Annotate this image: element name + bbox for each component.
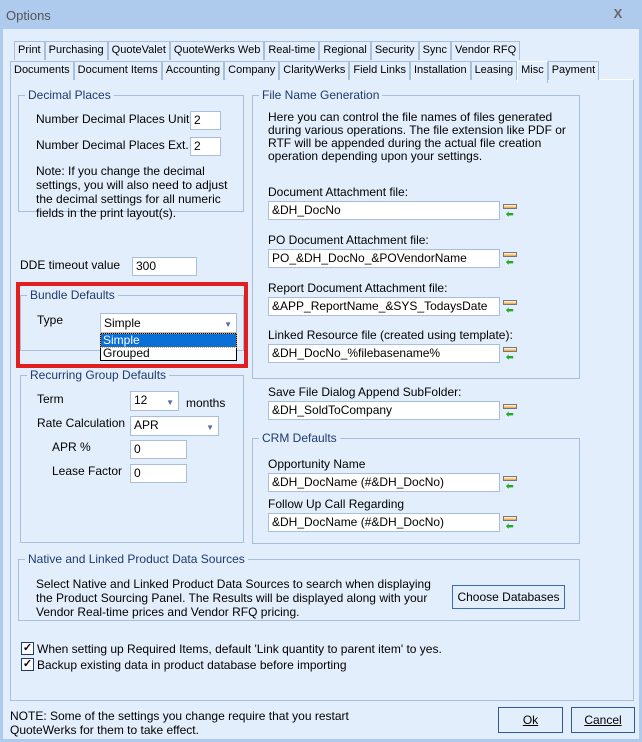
term-unit-label: months [186, 396, 226, 410]
tab-row-2 [10, 61, 599, 80]
tab-print[interactable]: Print [14, 41, 45, 60]
document-attachment-input[interactable]: &DH_DocNo [268, 201, 500, 220]
group-title: File Name Generation [259, 88, 382, 102]
lease-factor-input[interactable]: 0 [130, 464, 187, 483]
rate-calculation-label: Rate Calculation [37, 416, 126, 430]
backup-data-checkbox[interactable]: ✓ [22, 658, 33, 670]
title-bar [0, 0, 642, 30]
document-attachment-label: Document Attachment file: [268, 185, 409, 199]
dropdown-option-grouped[interactable]: Grouped [103, 346, 150, 360]
tab-payment[interactable]: Payment [548, 61, 599, 80]
linked-resource-input[interactable]: &DH_DocNo_%filebasename% [268, 344, 500, 363]
tab-accounting[interactable]: Accounting [162, 61, 224, 80]
tab-security[interactable]: Security [371, 41, 419, 60]
tab-vendor-rfq[interactable]: Vendor RFQ [451, 41, 520, 60]
group-title: Decimal Places [25, 88, 114, 102]
decimal-unit-input[interactable]: 2 [190, 111, 221, 130]
link-quantity-label: When setting up Required Items, default 'Link quantity to parent item' to yes. [37, 642, 442, 656]
decimal-ext-input[interactable]: 2 [190, 137, 221, 156]
tab-installation[interactable]: Installation [410, 61, 471, 80]
link-quantity-checkbox[interactable]: ✓ [22, 642, 33, 654]
combo-value: Simple [104, 316, 141, 330]
window-title: Options [6, 8, 51, 23]
opportunity-name-label: Opportunity Name [268, 457, 366, 471]
combo-value: APR [134, 418, 159, 432]
tab-claritywerks[interactable]: ClarityWerks [279, 61, 349, 80]
dropdown-option-simple[interactable]: Simple [101, 334, 236, 347]
dde-timeout-label: DDE timeout value [20, 258, 121, 272]
tab-sync[interactable]: Sync [419, 41, 451, 60]
decimal-ext-label: Number Decimal Places Ext. [36, 138, 189, 152]
lease-factor-label: Lease Factor [52, 464, 123, 478]
group-title: Bundle Defaults [27, 288, 118, 302]
tab-real-time[interactable]: Real-time [264, 41, 319, 60]
group-title: Recurring Group Defaults [27, 368, 169, 382]
chevron-down-icon[interactable]: ▼ [166, 398, 174, 407]
decimal-unit-label: Number Decimal Places Unit [36, 112, 190, 126]
tab-regional[interactable]: Regional [319, 41, 370, 60]
bundle-type-label: Type [37, 313, 64, 327]
dde-timeout-input[interactable]: 300 [132, 257, 197, 276]
follow-up-input[interactable]: &DH_DocName (#&DH_DocNo) [268, 513, 500, 532]
term-label: Term [37, 392, 64, 406]
restart-note: NOTE: Some of the settings you change require that you restart QuoteWerks for them to take effect. [10, 709, 349, 737]
tab-company[interactable]: Company [224, 61, 279, 80]
tab-leasing[interactable]: Leasing [471, 61, 518, 80]
cancel-button[interactable] [571, 707, 635, 733]
rate-calculation-combo[interactable] [130, 416, 219, 436]
insert-field-icon[interactable]: ⬅ [503, 403, 517, 417]
chevron-down-icon[interactable]: ▼ [224, 320, 232, 329]
insert-field-icon[interactable]: ⬅ [503, 299, 517, 313]
follow-up-label: Follow Up Call Regarding [268, 497, 405, 511]
po-attachment-input[interactable]: PO_&DH_DocNo_&POVendorName [268, 249, 500, 268]
tab-row-1 [14, 41, 520, 60]
combo-value: 12 [134, 393, 148, 407]
tab-quotewerks-web[interactable]: QuoteWerks Web [170, 41, 264, 60]
tab-purchasing[interactable]: Purchasing [45, 41, 108, 60]
tab-field-links[interactable]: Field Links [349, 61, 410, 80]
tab-documents[interactable]: Documents [10, 61, 74, 80]
report-attachment-input[interactable]: &APP_ReportName_&SYS_TodaysDate [268, 297, 500, 316]
group-title: Native and Linked Product Data Sources [25, 552, 248, 566]
insert-field-icon[interactable]: ⬅ [503, 203, 517, 217]
insert-field-icon[interactable]: ⬅ [503, 475, 517, 489]
tab-quotevalet[interactable]: QuoteValet [108, 41, 170, 60]
ok-button[interactable] [498, 707, 563, 733]
subfolder-label: Save File Dialog Append SubFolder: [268, 385, 462, 399]
term-combo[interactable] [130, 391, 179, 411]
native-description: Select Native and Linked Product Data Sources to search when displaying the Product Sourcing Panel. The Results will be displayed along with your Vendor Real-time prices and Vendor RFQ pricing. [36, 577, 431, 619]
insert-field-icon[interactable]: ⬅ [503, 251, 517, 265]
decimal-note: Note: If you change the decimal settings, you will also need to adjust the decimal settings for all numeric fields in the print layout(s). [36, 164, 228, 220]
insert-field-icon[interactable]: ⬅ [503, 515, 517, 529]
apr-label: APR % [52, 440, 91, 454]
po-attachment-label: PO Document Attachment file: [268, 233, 429, 247]
cancel-label: Cancel [584, 713, 622, 727]
file-name-description: Here you can control the file names of files generated during various operations. The file extension like PDF or RTF will be appended during the actual file creation operation depending upon your settings. [268, 110, 566, 163]
report-attachment-label: Report Document Attachment file: [268, 281, 448, 295]
ok-label: Ok [522, 713, 539, 727]
tab-misc[interactable]: Misc [517, 61, 548, 83]
backup-data-label: Backup existing data in product database before importing [37, 658, 347, 672]
apr-input[interactable]: 0 [130, 440, 187, 459]
close-icon[interactable]: X [613, 6, 623, 21]
linked-resource-label: Linked Resource file (created using template): [268, 328, 513, 342]
chevron-down-icon[interactable]: ▼ [206, 423, 214, 432]
opportunity-name-input[interactable]: &DH_DocName (#&DH_DocNo) [268, 473, 500, 492]
insert-field-icon[interactable]: ⬅ [503, 346, 517, 360]
tab-document-items[interactable]: Document Items [74, 61, 162, 80]
choose-databases-button[interactable]: Choose Databases [452, 585, 565, 609]
group-title: CRM Defaults [259, 431, 340, 445]
subfolder-input[interactable]: &DH_SoldToCompany [268, 401, 500, 420]
bundle-type-dropdown-list [100, 333, 237, 361]
